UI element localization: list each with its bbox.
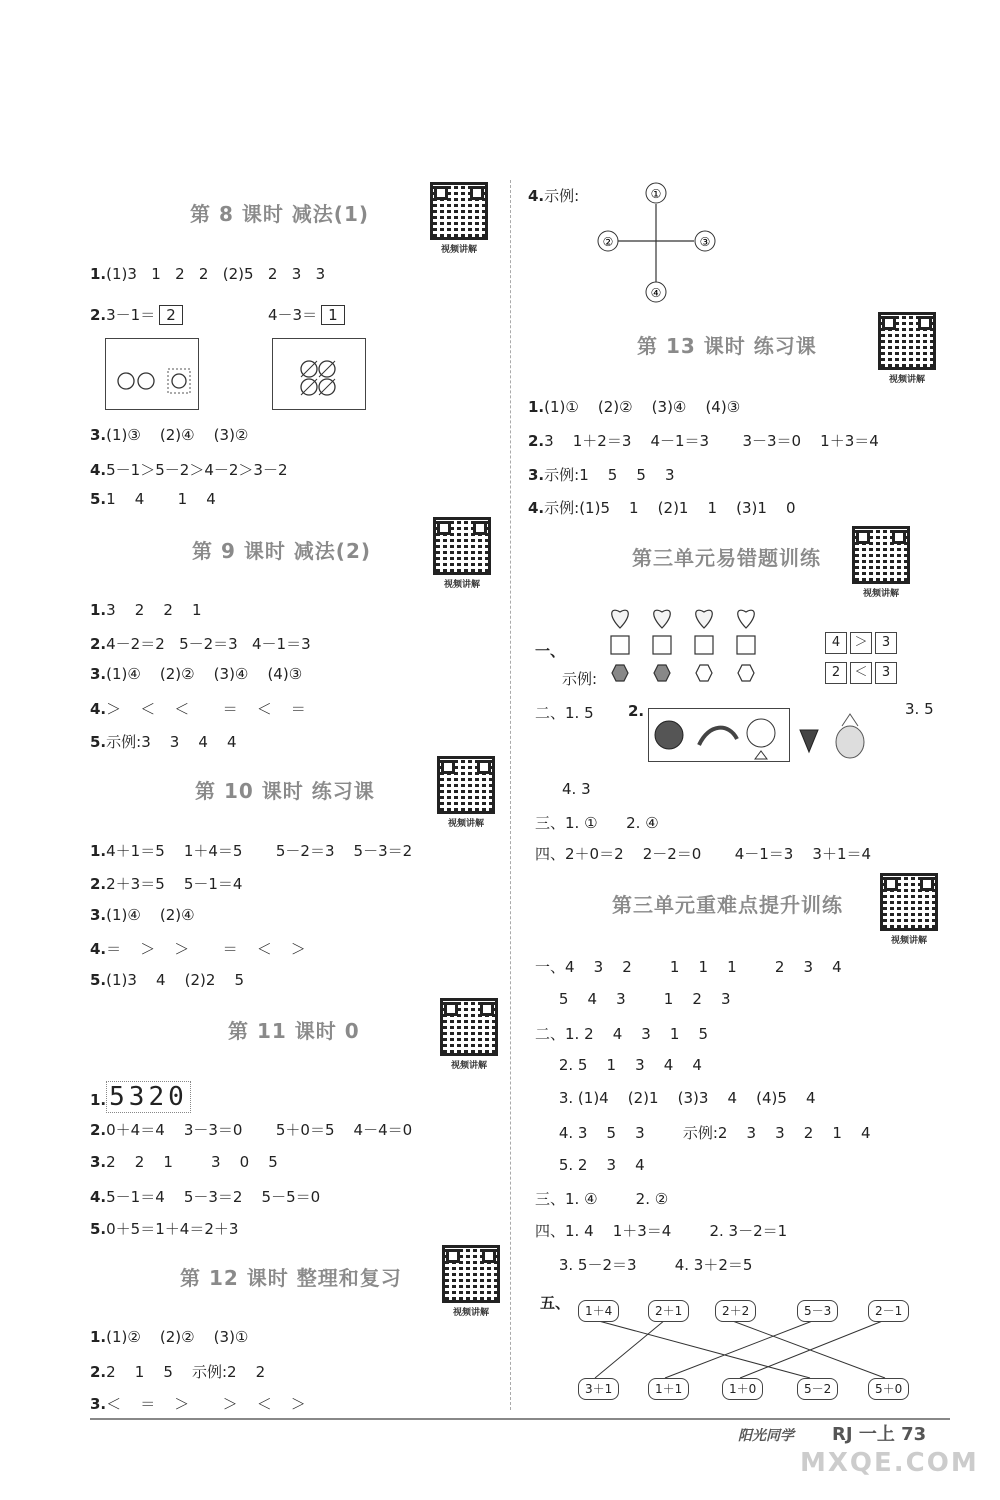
qr-code-icon[interactable]	[852, 526, 910, 584]
cross-diagram	[588, 178, 728, 306]
fruit-icons	[649, 709, 789, 761]
hexagon-icon	[738, 665, 754, 681]
l10-q2: 2.2＋3＝5 5－1＝4	[90, 875, 243, 893]
strawberry-icon	[800, 730, 818, 752]
cross-node-bottom: ④	[650, 286, 662, 300]
l9-q3: 3.(1)④ (2)② (3)④ (4)③	[90, 665, 303, 683]
match-bottom-5: 5＋0	[868, 1378, 909, 1400]
qr-code-icon[interactable]	[442, 1245, 500, 1303]
key-line-5: 3. (1)4 (2)1 (3)3 4 (4)5 4	[535, 1089, 816, 1107]
qr-label: 视频讲解	[452, 1308, 489, 1318]
l8-q4: 4.5－1＞5－2＞4－2＞3－2	[90, 461, 288, 479]
strawberry-pineapple-icons	[796, 712, 876, 762]
lesson-12-title: 第 12 课时 整理和复习	[180, 1266, 402, 1290]
key-line-4: 2. 5 1 3 4 4	[535, 1056, 702, 1074]
qr-label: 视频讲解	[862, 589, 899, 599]
hexagon-icon	[654, 665, 670, 681]
heart-icon	[696, 610, 713, 628]
err-part-one: 一、	[535, 642, 566, 660]
l12-q3: 3.＜ ＝ ＞ ＞ ＜ ＞	[90, 1395, 306, 1413]
pineapple-icon	[836, 726, 864, 758]
cmp2-sign: ＜	[850, 662, 872, 684]
cmp1-right: 3	[875, 632, 897, 654]
qr-label: 视频讲解	[443, 580, 480, 590]
qr-code-icon[interactable]	[880, 873, 938, 931]
hearts-shapes-figure	[600, 600, 770, 692]
key-line-1: 一、4 3 2 1 1 1 2 3 4	[535, 958, 842, 976]
l13-q2: 2.3 1＋2＝3 4－1＝3 3－3＝0 1＋3＝4	[528, 432, 879, 450]
match-top-5: 2－1	[868, 1300, 909, 1322]
error-training-title: 第三单元易错题训练	[632, 546, 821, 570]
qr-label: 视频讲解	[450, 1061, 487, 1071]
cross-node-top: ①	[650, 187, 662, 201]
key-line-9: 四、1. 4 1＋3＝4 2. 3－2＝1	[535, 1222, 788, 1240]
lesson-10-title: 第 10 课时 练习课	[195, 779, 375, 803]
watermark: MXQE.COM	[800, 1448, 979, 1478]
l11-q1: 1. 5320	[90, 1082, 191, 1112]
l9-q4: 4.＞ ＜ ＜ ＝ ＜ ＝	[90, 700, 306, 718]
circles-icon	[106, 339, 198, 409]
l8-q1: 1.(1)3 1 2 2 (2)5 2 3 3	[90, 265, 326, 283]
qr-code-icon[interactable]	[433, 517, 491, 575]
match-bottom-3: 1＋0	[722, 1378, 763, 1400]
page-number: RJ 一上 73	[832, 1424, 927, 1445]
l13-q4: 4.示例:(1)5 1 (2)1 1 (3)1 0	[528, 499, 796, 517]
qr-label: 视频讲解	[447, 819, 484, 829]
err-part-four: 四、2＋0＝2 2－2＝0 4－1＝3 3＋1＝4	[535, 845, 872, 863]
heart-icon	[612, 610, 629, 628]
err-part-two-2: 2.	[628, 702, 645, 720]
cmp1-sign: ＞	[850, 632, 872, 654]
key-line-2: 5 4 3 1 2 3	[535, 990, 731, 1008]
hexagon-icon	[612, 665, 628, 681]
qr-code-icon[interactable]	[878, 312, 936, 370]
l13-q1: 1.(1)① (2)② (3)④ (4)③	[528, 398, 741, 416]
key-line-10: 3. 5－2＝3 4. 3＋2＝5	[535, 1256, 753, 1274]
err-example-label: 示例:	[562, 670, 598, 688]
qr-label: 视频讲解	[890, 936, 927, 946]
l12-q1: 1.(1)② (2)② (3)①	[90, 1328, 249, 1346]
circle-panel-1	[105, 338, 199, 410]
err-part-two-3: 3. 5	[905, 700, 934, 718]
match-top-4: 5－3	[797, 1300, 838, 1322]
err-part-two-4: 4. 3	[562, 780, 591, 798]
l10-q4: 4.＝ ＞ ＞ ＝ ＜ ＞	[90, 940, 306, 958]
heart-icon	[738, 610, 755, 628]
l10-q1: 1.4＋1＝5 1＋4＝5 5－2＝3 5－3＝2	[90, 842, 413, 860]
key-points-title: 第三单元重难点提升训练	[612, 893, 843, 917]
err-part-two-1: 二、1. 5	[535, 704, 594, 722]
key-line-8: 三、1. ④ 2. ②	[535, 1190, 669, 1208]
l11-q2: 2.0＋4＝4 3－3＝0 5＋0＝5 4－4＝0	[90, 1121, 413, 1139]
lesson-8-title: 第 8 课时 减法(1)	[190, 202, 370, 226]
l8-q5: 5.1 4 1 4	[90, 490, 216, 508]
l9-q1: 1.3 2 2 1	[90, 601, 202, 619]
qr-code-icon[interactable]	[437, 756, 495, 814]
key-line-3: 二、1. 2 4 3 1 5	[535, 1025, 709, 1043]
brand-logo: 阳光同学	[738, 1428, 794, 1444]
r-q4: 4.示例:	[528, 187, 580, 205]
match-bottom-2: 1＋1	[648, 1378, 689, 1400]
qr-code-icon[interactable]	[430, 182, 488, 240]
cross-node-right: ③	[699, 235, 711, 249]
l11-q5: 5.0＋5＝1＋4＝2＋3	[90, 1220, 239, 1238]
l8-q2-eq2: 4－3＝ 1	[268, 304, 345, 325]
fruit-panel	[648, 708, 790, 762]
l8-q2: 2.3－1＝ 2	[90, 304, 183, 325]
match-top-1: 1＋4	[578, 1300, 619, 1322]
cmp2-right: 3	[875, 662, 897, 684]
heart-icon	[654, 610, 671, 628]
cmp2-left: 2	[825, 662, 847, 684]
match-top-3: 2＋2	[715, 1300, 756, 1322]
err-part-three: 三、1. ① 2. ④	[535, 814, 659, 832]
match-top-2: 2＋1	[648, 1300, 689, 1322]
crossed-circles-icon	[273, 339, 365, 409]
qr-code-icon[interactable]	[440, 998, 498, 1056]
qr-label: 视频讲解	[888, 375, 925, 385]
column-divider	[510, 180, 511, 1410]
match-bottom-4: 5－2	[797, 1378, 838, 1400]
lesson-11-title: 第 11 课时 0	[228, 1019, 360, 1043]
l11-q4: 4.5－1＝4 5－3＝2 5－5＝0	[90, 1188, 321, 1206]
l9-q2: 2.4－2＝2 5－2＝3 4－1＝3	[90, 635, 311, 653]
key-line-6: 4. 3 5 3 示例:2 3 3 2 1 4	[535, 1124, 871, 1142]
l10-q5: 5.(1)3 4 (2)2 5	[90, 971, 245, 989]
apple-icon	[655, 721, 683, 749]
qr-label: 视频讲解	[440, 245, 477, 255]
l9-q5: 5.示例:3 3 4 4	[90, 733, 237, 751]
l12-q2: 2.2 1 5 示例:2 2	[90, 1363, 266, 1381]
peach-icon	[747, 719, 775, 747]
match-bottom-1: 3＋1	[578, 1378, 619, 1400]
cross-node-left: ②	[602, 235, 614, 249]
cmp1-left: 4	[825, 632, 847, 654]
circle-panel-2	[272, 338, 366, 410]
banana-icon	[699, 728, 737, 745]
l8-q3: 3.(1)③ (2)④ (3)②	[90, 426, 249, 444]
lesson-9-title: 第 9 课时 减法(2)	[192, 539, 372, 563]
hexagon-icon	[696, 665, 712, 681]
l10-q3: 3.(1)④ (2)④	[90, 906, 195, 924]
lesson-13-title: 第 13 课时 练习课	[637, 334, 817, 358]
l13-q3: 3.示例:1 5 5 3	[528, 466, 675, 484]
key-part-five: 五、	[540, 1294, 571, 1312]
footer-rule	[90, 1418, 950, 1420]
key-line-7: 5. 2 3 4	[535, 1156, 645, 1174]
l11-q3: 3.2 2 1 3 0 5	[90, 1153, 278, 1171]
